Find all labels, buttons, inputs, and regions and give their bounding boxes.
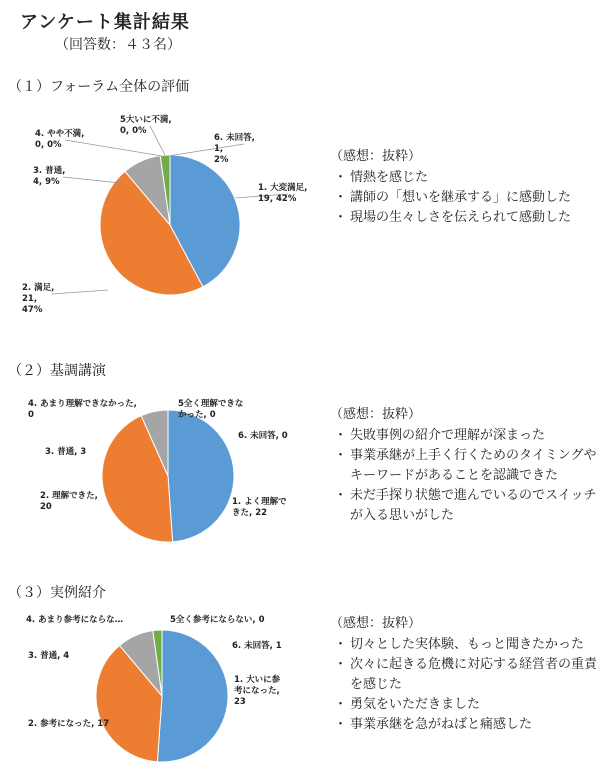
section-heading-keynote: （２）基調講演 (8, 363, 106, 379)
comments-heading: （感想：抜粋） (330, 407, 422, 422)
comment-item: ・ 情熱を感じた (330, 168, 600, 188)
data-label-5: 5全く理解できなかった, 0 (178, 399, 244, 420)
case-study-comments (330, 614, 600, 735)
comment-item: ・ 切々とした実体験、もっと聞きたかった (330, 635, 600, 655)
data-label-3: 3. 普通, 4 (28, 651, 70, 661)
comment-item: ・ 現場の生々しさを伝えられて感動した (330, 208, 600, 228)
comment-item: ・ 未だ手探り状態で進んでいるのでスイッチが入る思いがした (330, 486, 600, 526)
data-label-5: 5大いに不満, 0, 0% (120, 115, 172, 136)
section-heading-case-study: （３）実例紹介 (8, 585, 106, 601)
data-label-2: 2. 理解できた, 20 (40, 491, 98, 512)
response-count: （回答数：４３名） (55, 37, 181, 53)
case-study-pie-chart (0, 608, 320, 770)
page-title: アンケート集計結果 (20, 12, 190, 33)
data-label-4: 4. やや不満, 0, 0% (35, 129, 85, 150)
section-heading-forum: （１）フォーラム全体の評価 (8, 79, 190, 95)
data-label-4: 4. あまり理解できなかった, 0 (28, 399, 137, 420)
comment-item: ・ 事業承継を急がねばと痛感した (330, 715, 600, 735)
leader-line (52, 290, 108, 294)
data-label-4: 4. あまり参考にならな… (26, 615, 124, 625)
data-label-3: 3. 普通, 3 (45, 447, 87, 457)
keynote-comments (330, 405, 600, 526)
comment-item: ・ 次々に起きる危機に対応する経営者の重責を感じた (330, 655, 600, 695)
comment-item: ・ 失敗事例の紹介で理解が深まった (330, 426, 600, 446)
data-label-2: 2. 参考になった, 17 (28, 719, 110, 729)
leader-line (168, 144, 244, 156)
comments-heading: （感想：抜粋） (330, 149, 422, 164)
data-label-3: 3. 普通, 4, 9% (33, 166, 66, 187)
data-label-6: 6. 未回答, 0 (238, 431, 288, 441)
data-label-1: 1. 大変満足, 19, 42% (258, 183, 308, 204)
comment-item: ・ 講師の「想いを継承する」に感動した (330, 188, 600, 208)
data-label-2: 2. 満足, 21, 47% (22, 283, 55, 315)
pie-slice-1 (168, 410, 234, 542)
comments-heading: （感想：抜粋） (330, 616, 422, 631)
forum-comments (330, 147, 600, 228)
data-label-1: 1. 大いに参考になった, 23 (234, 675, 281, 707)
leader-line (150, 126, 165, 155)
comment-item: ・ 勇気をいただきました (330, 695, 600, 715)
keynote-pie-chart (0, 390, 320, 550)
forum-evaluation-pie-chart (0, 100, 308, 325)
data-label-5: 5全く参考にならない, 0 (170, 615, 265, 625)
data-label-1: 1. よく理解できた, 22 (232, 497, 287, 518)
comment-item: ・ 事業承継が上手く行くためのタイミングやキーワードがあることを認識できた (330, 446, 600, 486)
data-label-6: 6. 未回答, 1, 2% (214, 133, 255, 165)
leader-line (65, 140, 162, 156)
pie-slice-1 (157, 630, 228, 762)
data-label-6: 6. 未回答, 1 (232, 641, 282, 651)
